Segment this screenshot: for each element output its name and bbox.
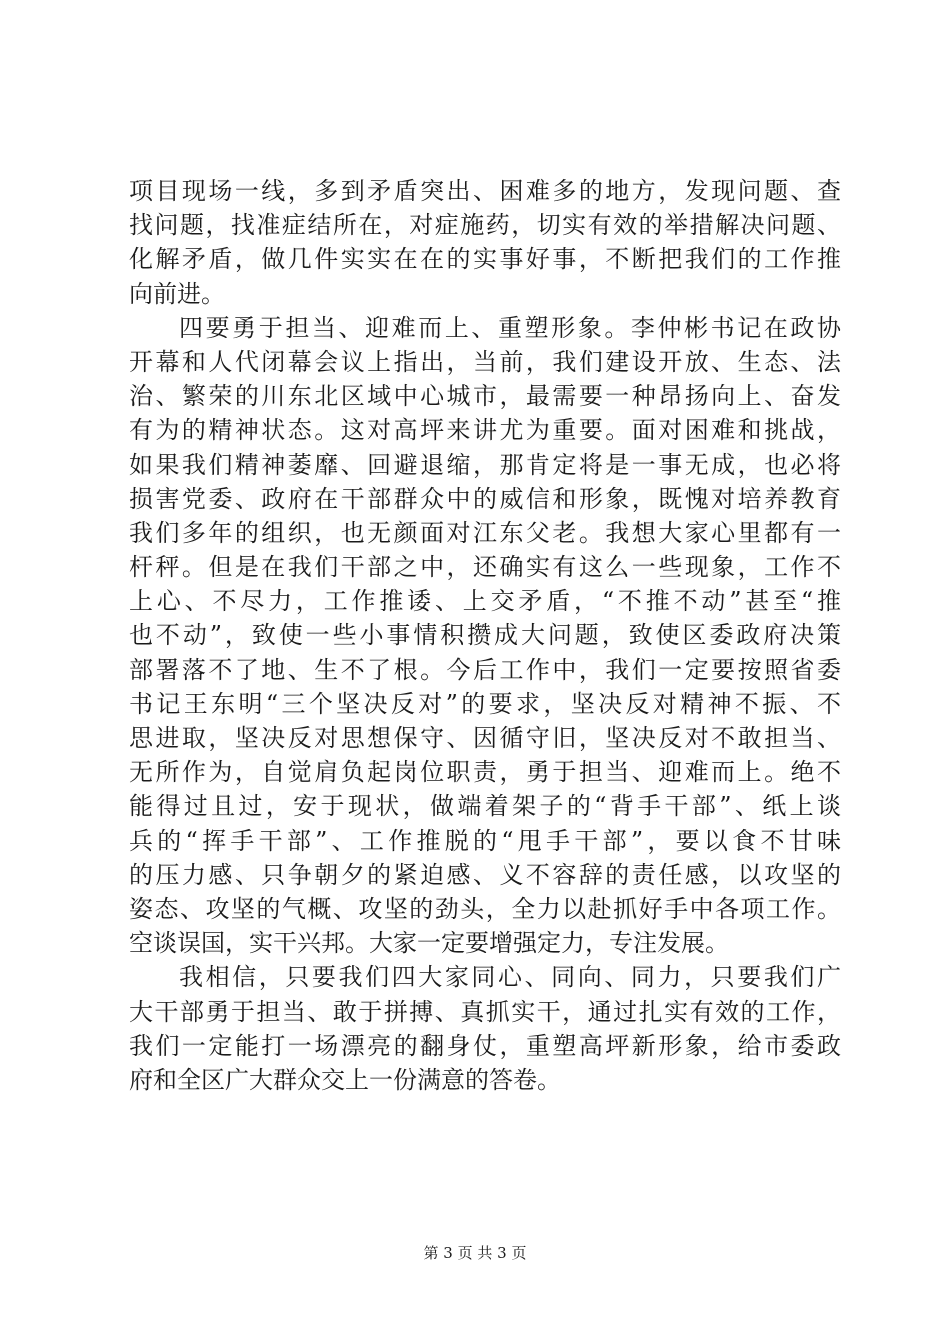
text-line: 也不动”，致使一些小事情积攒成大问题，致使区委政府决策 <box>129 621 841 650</box>
paragraph-first-line: 我相信，只要我们四大家同心、同向、同力，只要我们广 <box>179 963 841 992</box>
text-line: 大干部勇于担当、敢于拼搏、真抓实干，通过扎实有效的工作， <box>129 997 841 1026</box>
text-line: 府和全区广大群众交上一份满意的答卷。 <box>129 1065 561 1094</box>
text-line: 兵的“挥手干部”、工作推脱的“甩手干部”，要以食不甘味 <box>129 826 841 855</box>
text-line: 开幕和人代闭幕会议上指出，当前，我们建设开放、生态、法 <box>129 347 841 376</box>
text-line: 能得过且过，安于现状，做端着架子的“背手干部”、纸上谈 <box>129 792 841 821</box>
text-line: 项目现场一线，多到矛盾突出、困难多的地方，发现问题、查 <box>129 177 841 205</box>
text-line: 如果我们精神萎靡、回避退缩，那肯定将是一事无成，也必将 <box>129 450 841 479</box>
text-line: 我们多年的组织，也无颜面对江东父老。我想大家心里都有一 <box>129 518 841 547</box>
text-line: 上心、不尽力，工作推诿、上交矛盾，“不推不动”甚至“推 <box>129 587 841 616</box>
text-line: 找问题，找准症结所在，对症施药，切实有效的举措解决问题、 <box>129 211 841 240</box>
text-line: 姿态、攻坚的气概、攻坚的劲头，全力以赴抓好手中各项工作。 <box>129 894 841 923</box>
text-line: 有为的精神状态。这对高坪来讲尤为重要。面对困难和挑战， <box>129 416 841 445</box>
text-line: 损害党委、政府在干部群众中的威信和形象，既愧对培养教育 <box>129 484 841 513</box>
text-line: 杆秤。但是在我们干部之中，还确实有这么一些现象，工作不 <box>129 553 841 582</box>
text-line: 部署落不了地、生不了根。今后工作中，我们一定要按照省委 <box>129 655 841 684</box>
text-line: 书记王东明“三个坚决反对”的要求，坚决反对精神不振、不 <box>129 689 841 718</box>
text-line: 我们一定能打一场漂亮的翻身仗，重塑高坪新形象，给市委政 <box>129 1031 841 1060</box>
paragraph-first-line: 四要勇于担当、迎难而上、重塑形象。李仲彬书记在政协 <box>179 313 841 342</box>
document-body <box>129 174 841 1097</box>
text-line: 空谈误国，实干兴邦。大家一定要增强定力，专注发展。 <box>129 929 729 958</box>
page-footer <box>0 1243 950 1263</box>
text-line: 化解矛盾，做几件实实在在的实事好事，不断把我们的工作推 <box>129 245 841 274</box>
text-line: 治、繁荣的川东北区域中心城市，最需要一种昂扬向上、奋发 <box>129 382 841 411</box>
text-line: 的压力感、只争朝夕的紧迫感、义不容辞的责任感，以攻坚的 <box>129 860 841 889</box>
text-line: 思进取，坚决反对思想保守、因循守旧，坚决反对不敢担当、 <box>129 724 841 752</box>
text-line: 无所作为，自觉肩负起岗位职责，勇于担当、迎难而上。绝不 <box>129 758 841 787</box>
text-line: 向前进。 <box>129 279 225 308</box>
page-number: 第 3 页 共 3 页 <box>423 1244 527 1262</box>
